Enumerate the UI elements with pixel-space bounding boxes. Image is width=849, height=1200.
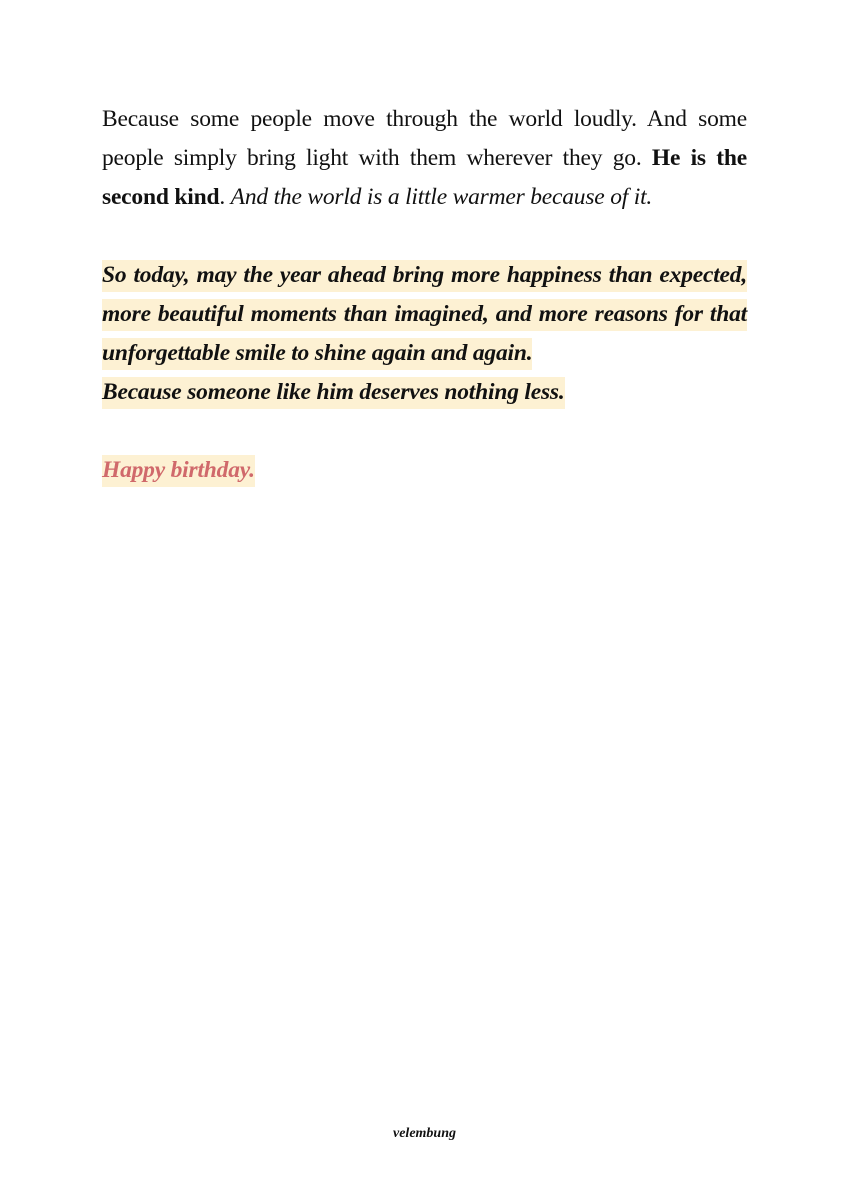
closing-line xyxy=(102,451,747,490)
happy-birthday-text: Happy birthday. xyxy=(102,455,255,487)
intro-italic-text: And the world is a little warmer because of it. xyxy=(230,184,653,210)
intro-bold-text: He is the second kind xyxy=(102,145,747,210)
intro-text: Because some people move through the world loudly. And some people simply bring light with them wherever they go. xyxy=(102,106,747,171)
intro-punctuation: . xyxy=(219,184,231,210)
wish-highlight-second-line: Because someone like him deserves nothing less. xyxy=(102,377,565,409)
wish-highlight-text: So today, may the year ahead bring more happiness than expected, more beautiful moments than imagined, and more reasons for that unforgettable smile to shine again and again. xyxy=(102,260,747,370)
intro-paragraph xyxy=(102,100,747,217)
author-signature: velembung xyxy=(393,1126,456,1141)
wish-paragraph xyxy=(102,256,747,412)
document-body xyxy=(102,100,747,490)
